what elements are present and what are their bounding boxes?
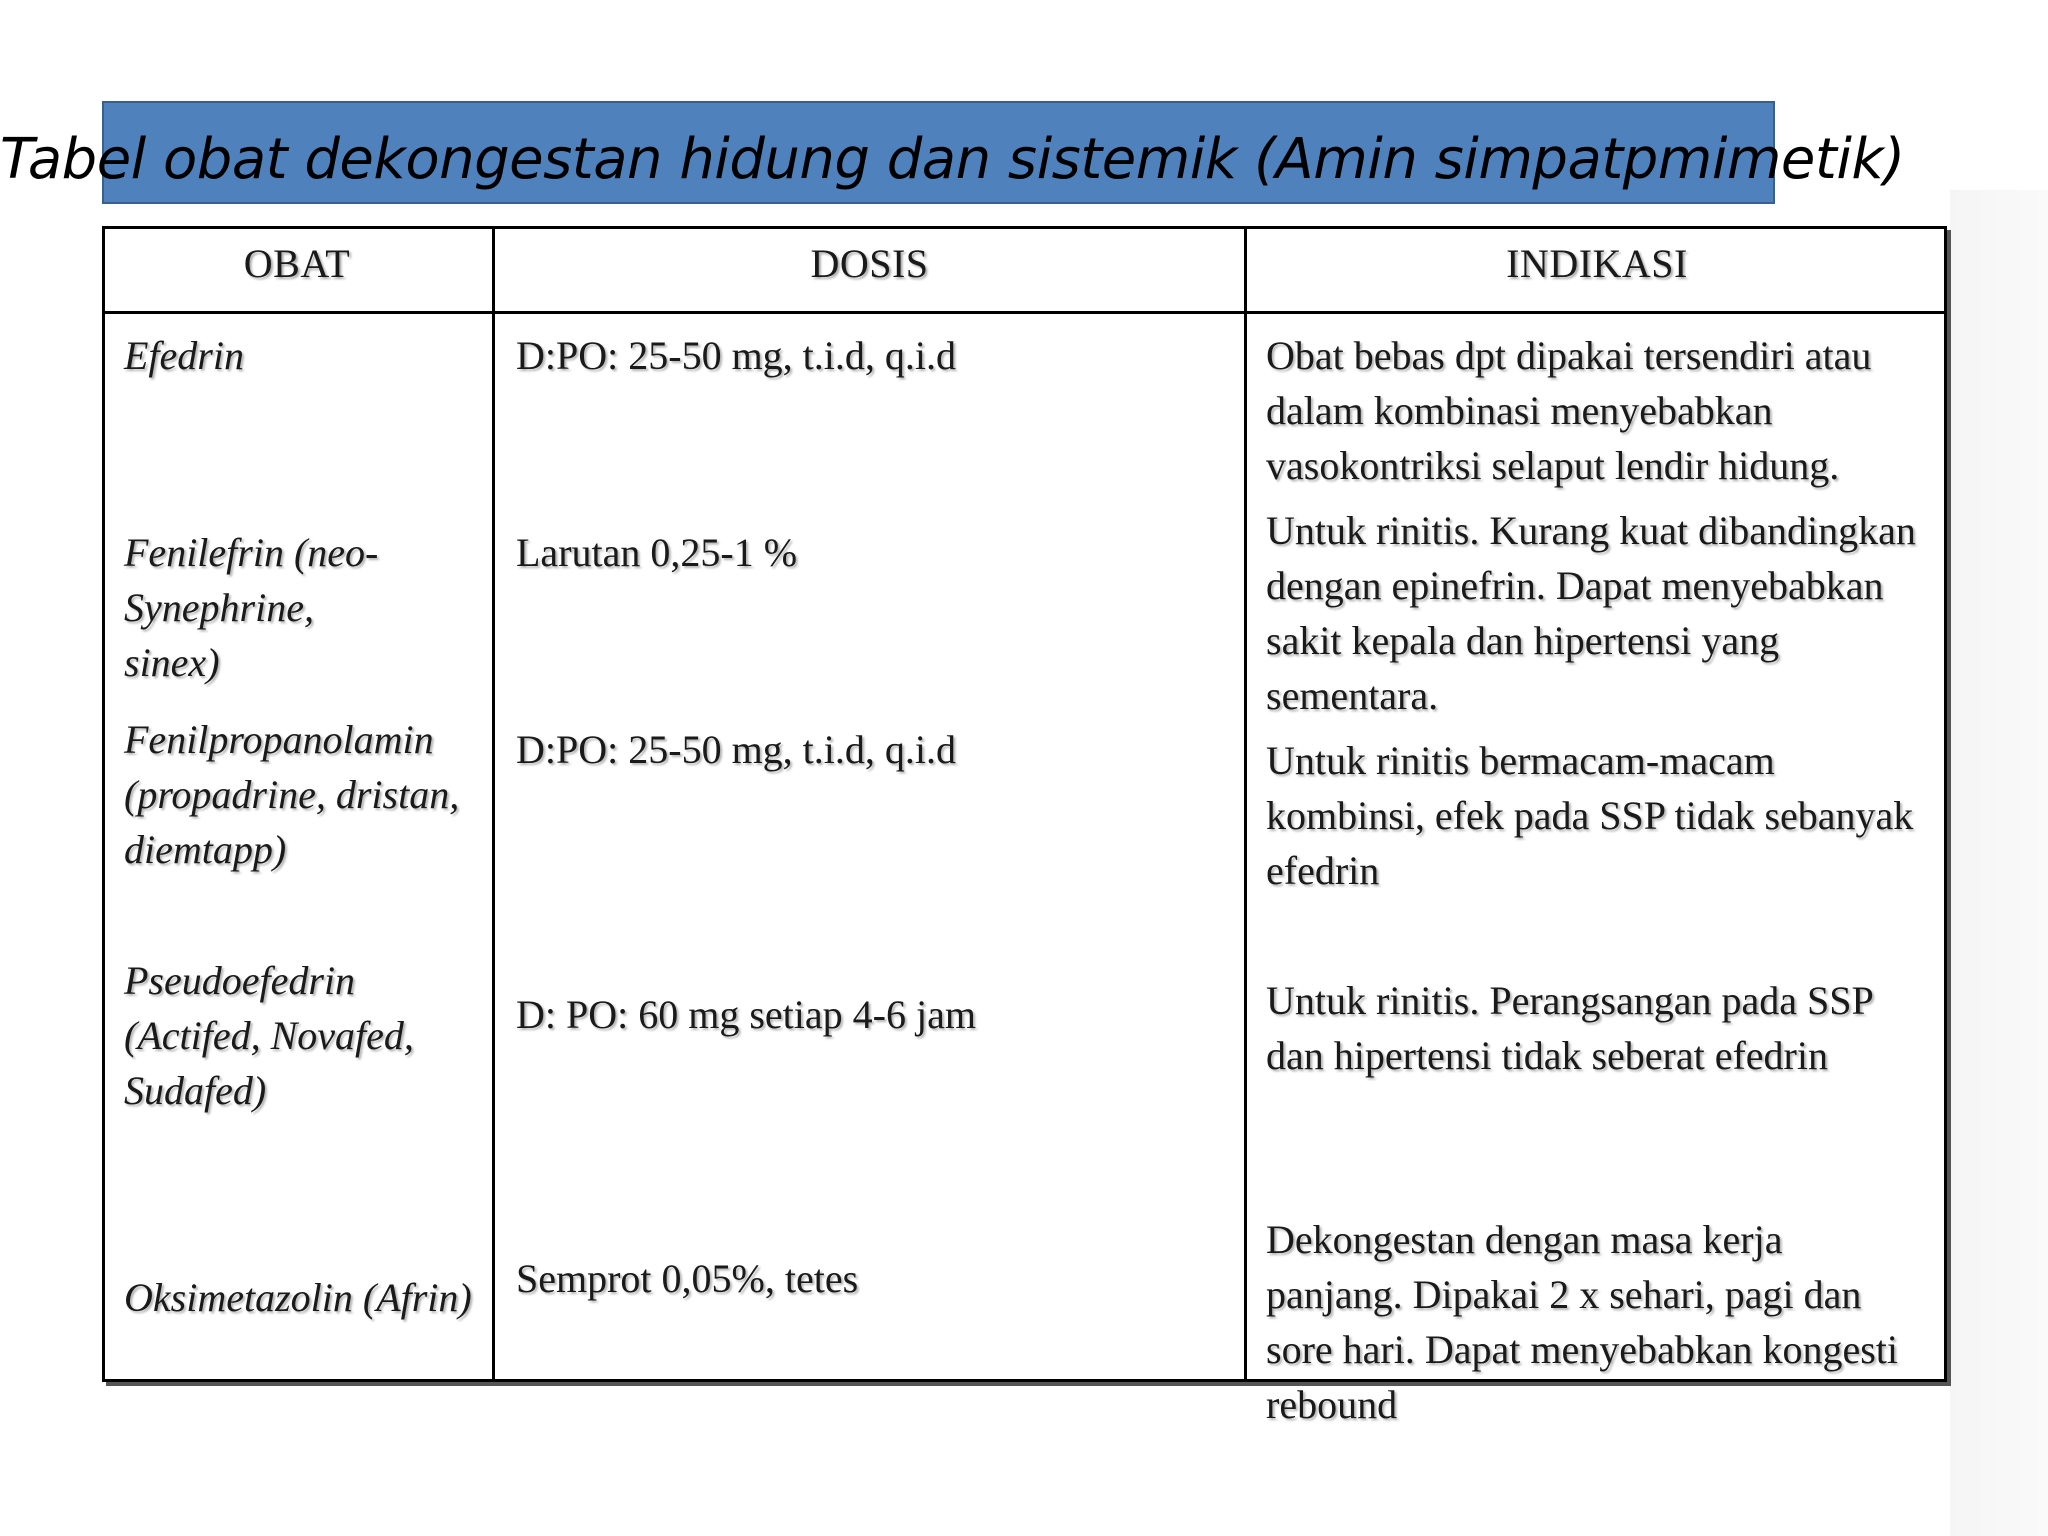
slide-title: Tabel obat dekongestan hidung dan sistemik (Amin simpatpmimetik) xyxy=(0,127,1905,192)
row-4-obat: Pseudoefedrin (Actifed, Novafed, Sudafed) xyxy=(124,958,414,1113)
row-1-obat: Efedrin xyxy=(124,333,244,378)
row-2-indikasi: Untuk rinitis. Kurang kuat dibandingkan dengan epinefrin. Dapat menyebabkan sakit kepala dan hipertensi yang sementara. xyxy=(1266,508,1916,718)
header-divider xyxy=(102,311,1947,314)
column-divider-2 xyxy=(1244,226,1247,1382)
row-2-obat: Fenilefrin (neo-Synephrine, sinex) xyxy=(124,530,379,685)
row-3-indikasi: Untuk rinitis bermacam-macam kombinsi, efek pada SSP tidak sebanyak efedrin xyxy=(1266,738,1914,893)
row-1-dosis: D:PO: 25-50 mg, t.i.d, q.i.d xyxy=(516,333,957,378)
row-5-indikasi: Dekongestan dengan masa kerja panjang. Dipakai 2 x sehari, pagi dan sore hari. Dapat menyebabkan kongesti rebound xyxy=(1266,1217,1899,1427)
row-3-obat: Fenilpropanolamin (propadrine, dristan, diemtapp) xyxy=(124,717,460,872)
row-4-indikasi: Untuk rinitis. Perangsangan pada SSP dan hipertensi tidak seberat efedrin xyxy=(1266,978,1873,1078)
row-5-obat: Oksimetazolin (Afrin) xyxy=(124,1275,472,1320)
row-1-indikasi: Obat bebas dpt dipakai tersendiri atau dalam kombinasi menyebabkan vasokontriksi selaput lendir hidung. xyxy=(1266,333,1872,488)
right-shade xyxy=(1950,190,2048,1536)
header-obat: OBAT xyxy=(243,241,351,286)
column-divider-1 xyxy=(492,226,495,1382)
header-indikasi: INDIKASI xyxy=(1506,241,1688,286)
row-3-dosis: D:PO: 25-50 mg, t.i.d, q.i.d xyxy=(516,727,957,772)
row-5-dosis: Semprot 0,05%, tetes xyxy=(516,1256,859,1301)
row-4-dosis: D: PO: 60 mg setiap 4-6 jam xyxy=(516,992,976,1037)
row-2-dosis: Larutan 0,25-1 % xyxy=(516,530,798,575)
header-dosis: DOSIS xyxy=(810,241,929,286)
